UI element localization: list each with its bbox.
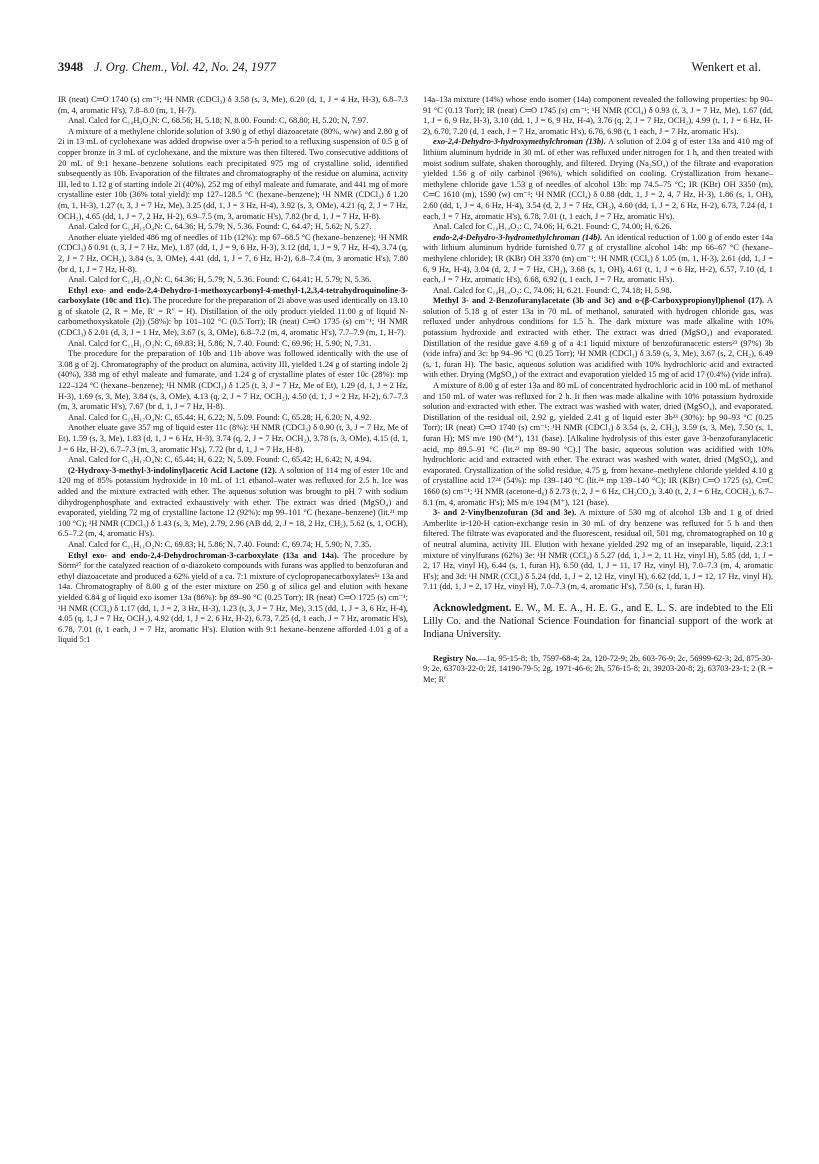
paragraph: Anal. Calcd for C₁₄H₁₅O₄N: C, 64.36; H, 5.79; N, 5.36. Found: C, 64.41; H, 5.79; N, 5.36. [68,275,372,285]
paragraph: Anal. Calcd for C₁₅H₁₇O₄N: C, 65.44; H, 6.22; N, 5.09. Found: C, 65.42; H, 6.42; N, 4.94. [68,455,372,465]
journal-citation: J. Org. Chem., Vol. 42, No. 24, 1977 [94,60,276,74]
paragraph: Another eluate gave 357 mg of liquid ester 11c (8%): ¹H NMR (CDCl₃) δ 0.90 (t, 3, J = 7 Hz, Me of Et), 1.59 (s, 3, Me), 1.83 (d, 1, J = 6 Hz, H-3), 3.74 (q, 2, J = 7 Hz, OCH₂), 3.78 (s, 3, OMe), 4.15 (d, 1, J = 6 Hz, H-2), 6.7–7.3 (m, 3, aromatic H's), 7.72 (br d, 1, J = 7 Hz, H-8). [58,423,408,454]
left-column [58,95,408,646]
section-heading: endo-2,4-Dehydro-3-hydromethylchroman (14b). [433,232,603,242]
paragraph: A mixture of 8.00 g of ester 13a and 80 mL of concentrated hydrochloric acid in 100 mL of methanol and 150 mL of water was refluxed for 2 h. It then was made alkaline with 10% potassium hydroxide solution and extracted with ether. The extract was washed with water, dried (MgSO₄), and evaporated. Distillation of the residual oil, 2.92 g, yielded 2.41 g of liquid ester 3b²³ (30%): bp 90–93 °C (0.25 Torr); IR (neat) C═O 1740 (s) cm⁻¹; ¹H NMR (CDCl₃) δ 3.54 (s, 2, CH₂), 3.59 (s, 3, Me), 7.50 (s, 1, furan H); MS m/e 190 (M⁺), 131 (base). [Alkaline hydrolysis of this ester gave 3-benzofuranylacetic acid, mp 89.5–91 °C (lit.²³ mp 89–90 °C).] The basic, aqueous solution was acidified with 10% hydrochloric acid and extracted with ether. The extract was washed with water, dried (MgSO₄), and evaporated. Crystallization of the solid residue, 4.75 g, from hexane–methylene chloride yielded 4.10 g of crystalline acid 17²⁴ (54%): mp 139–140 °C (lit.²⁴ mp 139–140 °C); IR (KBr) C═O 1725 (s), C═C 1660 (s) cm⁻¹; ¹H NMR (acetone-d₆) δ 2.73 (t, 2, J = 6 Hz, CH₂CO₂), 3.40 (t, 2, J = 6 Hz, COCH₂), 6.7–8.1 (m, 4, aromatic H's); MS m/e 194 (M⁺), 121 (base). [423,381,773,507]
section-body: A solution of 5.18 g of ester 13a in 70 mL of methanol, saturated with hydrogen chloride gas, was refluxed under anhydrous conditions for 1.5 h. The dark mixture was made alkaline with 10% potassium hydroxide and extracted with ether. The extract was dried (MgSO₄) and evaporated. Distillation of the residue gave 4.69 g of a 4:1 liquid mixture of benzofuranacetic esters²³ (97%) 3b (vide infra) and 3c: bp 94–96 °C (0.25 Torr); ¹H NMR (CDCl₃) δ 3.59 (s, 3, Me), 3.67 (s, 2, CH₂), 6.49 (s, 1, furan H). The basic, aqueous solution was acidified with 10% hydrochloric acid and extracted with ether. Drying (MgSO₄) of the extract and evaporation yielded 15 mg of acid 17 (0.4%) (vide infra). [423,296,773,380]
section-paragraph [423,508,773,593]
section-heading: Methyl 3- and 2-Benzofuranylacetate (3b and 3c) and o-(β-Carboxypropionyl)phenol (17). [433,296,765,306]
section-heading: (2-Hydroxy-3-methyl-3-indolinyl)acetic Acid Lactone (12). [68,465,277,475]
section-body: A mixture of 530 mg of alcohol 13b and 1 g of dried Amberlite ir-120-H cation-exchange resin in 30 mL of dry benzene was refluxed for 5 h and then filtered. The filtrate was evaporated and the fluorescent, residual oil, 501 mg, chromatographed on 10 g of neutral alumina, activity III. Elution with hexane yielded 292 mg of an inseparable, liquid, 2.3:1 mixture of vinylfurans (62%) 3e: ¹H NMR (CCl₄) δ 5.27 (dd, 1, J = 2, 11 Hz, vinyl H), 5.85 (dd, 1, J = 2, 17 Hz, vinyl H), 6.44 (s, 1, furan H), 6.50 (dd, 1, J = 11, 17 Hz, vinyl H), 7.0–7.3 (m, 4, aromatic H's); and 3d: ¹H NMR (CCl₄) δ 5.24 (dd, 1, J = 2, 12 Hz, vinyl H), 6.62 (dd, 1, J = 12, 17 Hz, vinyl H), 7.11 (dd, 1, J = 2, 17 Hz, vinyl H), 7.0–7.3 (m, 4, aromatic H's), 7.50 (s, 1, furan H). [423,508,773,592]
paragraph: IR (neat) C═O 1740 (s) cm⁻¹; ¹H NMR (CDCl₃) δ 3.58 (s, 3, Me), 6.20 (d, 1, J = 4 Hz, H-3), 6.8–7.3 (m, 4, aromatic H's), 7.8–8.0 (m, 1, H-7). [58,95,408,115]
paragraph: A mixture of a methylene chloride solution of 3.90 g of ethyl diazoacetate (80%, w/w) and 2.80 g of 2i in 13 mL of cyclohexane was added dropwise over a 5-h period to a refluxing suspension of 0.5 g of copper bronze in 3 mL of cyclohexane, and the mixture was then filtered. Two consecutive additions of 20 mL of 9:1 hexane–benzene solutions each precipitated 975 mg of crystalline solid, identified subsequently as 10b. Evaporation of the filtrates and chromatography of the residue on alumina, activity III, led to 1.12 g of starting indole 2i (40%), 252 mg of ethyl maleate and fumarate, and 441 mg of more crystalline ester 10b (36% total yield): mp 127–128.5 °C (hexane–benzene); ¹H NMR (CDCl₃) δ 1.20 (m, 1, H-3), 1.27 (t, 3, J = 7 Hz, Me), 3.25 (dd, 1, J = 3 Hz, H-4), 3.92 (s, 3, OMe), 4.21 (q, 2, J = 7 Hz, OCH₂), 4.65 (dd, 1, J = 7, 2 Hz, H-2), 6.9–7.5 (m, 3, aromatic H's), 7.82 (br d, 1, J = 7 Hz, H-8). [58,126,408,221]
section-heading: 3- and 2-Vinylbenzofuran (3d and 3e). [433,508,577,518]
paragraph: Anal. Calcd for C₁₀H₁₀O₂: C, 74.06; H, 6.21. Found: C, 74.00; H, 6.26. [433,222,672,232]
section-body: The procedure by Sörm²⁷ for the catalyzed reaction of α-diazoketo compounds with furans was applied to benzofuran and ethyl diazoacetate and produced a 62% yield of a ca. 7:1 mixture of cyclopropanecarboxylates⁵ᵃ 13a and 14a. Chromatography of 8.00 g of the ester mixture on 250 g of silica gel and elution with hexane yielded 6.84 g of liquid exo isomer 13a (86%): bp 89–90 °C (0.25 Torr); IR (neat) C═O 1725 (s) cm⁻¹; ¹H NMR (CCl₄) δ 1.17 (dd, 1, J = 2, 3 Hz, H-3), 1.23 (t, 3, J = 7 Hz, Me), 3.15 (dd, 1, J = 3, 6 Hz, H-4), 4.05 (q, 1, J = 7 Hz, OCH₂), 4.92 (dd, 1, J = 2, 6 Hz, H-2), 6.73, 7.25 (d, 1 each, J = 7 Hz, aromatic H's), 6.78, 7.01 (t, 1 each, J = 7 Hz, aromatic H's). Elution with 9:1 hexane–benzene afforded 1.01 g of a liquid 5:1 [58,550,408,645]
paragraph: Anal. Calcd for C₁₀H₉O₂N: C, 68.56; H, 5.18; N, 8.00. Found: C, 68.80; H, 5.20; N, 7.97. [68,116,369,126]
paragraph: 14a–13a mixture (14%) whose endo isomer (14a) component revealed the following properties: bp 90–91 °C (0.13 Torr); IR (neat) C═O 1745 (s) cm⁻¹; ¹H NMR (CCl₄) δ 0.93 (t, 3, J = 7 Hz, Me), 1.67 (dd, 1, J = 6, 9 Hz, H-3), 3.10 (dd, 1, J = 6, 9 Hz, H-4), 3.76 (q, 2, J = 7 Hz, OCH₂), 4.99 (t, 1, J = 6 Hz, H-2), 6.70, 7.20 (d, 1 each, J = 7 Hz, aromatic H's), 6.76, 6.98 (t, 1 each, J = 7 Hz, aromatic H's). [423,95,773,136]
acknowledgment [423,603,773,642]
paragraph: Anal. Calcd for C₁₅H₁₇O₄N: C, 65.44; H, 6.22; N, 5.09. Found: C, 65.28; H, 6.20; N, 4.92. [68,412,372,422]
right-column [423,95,773,685]
paragraph: The procedure for the preparation of 10b and 11b above was followed identically with the use of 3.08 g of 2j. Chromatography of the product on alumina, activity III, yielded 1.24 g of starting indole 2j (40%), 338 mg of ethyl maleate and fumarate, and 1.24 g of crystalline plates of ester 10c (28%): mp 122–124 °C (hexane–benzene); ¹H NMR (CDCl₃) δ 1.25 (t, 3, J = 7 Hz, Me of Et), 1.29 (d, 1, J = 2 Hz, H-3), 1.69 (s, 3, Me), 3.84 (s, 3, OMe), 4.13 (q, 2, J = 7 Hz, OCH₂), 4.50 (d, 1, J = 2 Hz, H-2), 6.7–7.3 (m, 3, aromatic H's), 7.67 (br d, 1, J = 7 Hz, H-8). [58,349,408,412]
section-body: A solution of 2.04 g of ester 13a and 410 mg of lithium aluminum hydride in 30 mL of ether was refluxed under nitrogen for 1 h, and then treated with moist sodium sulfate, shaken thoroughly, and filtered. Drying (Na₂SO₄) of the filtrate and evaporation yielded 1.56 g of oily carbinol (96%), which solidified on cooling. Crystallization from hexane–methylene chloride gave 1.53 g of needles of alcohol 13b: mp 74.5–75 °C; IR (KBr) OH 3350 (m), C═C 1610 (m), 1590 (w) cm⁻¹; ¹H NMR (CCl₄) δ 0.88 (ddt, 1, J = 2, 4, 7 Hz, H-3), 1.86 (s, 1, OH), 2.60 (dd, 1, J = 4, 6 Hz, H-4), 3.54 (d, 2, J = 7 Hz, CH₂), 4.60 (dd, 1, J = 2, 6 Hz, H-2), 6.73, 7.24 (d, 1 each, J = 7 Hz, aromatic H's), 6.78, 7.01 (t, 1 each, J = 7 Hz, aromatic H's). [423,137,773,221]
registry-heading: Registry No. [433,653,478,663]
section-body: A solution of 114 mg of ester 10c and 120 mg of 85% potassium hydroxide in 10 mL of 1:1 ethanol–water was refluxed for 2.5 h. Ice was added and the mixture extracted with ether. The aqueous solution was brought to pH 7 with sodium dihydrogenphosphate and extracted exhaustively with ether. The extract was dried (MgSO₄) and evaporated, yielding 72 mg of crystalline lactone 12 (92%): mp 99–101 °C (hexane–benzene) (lit.²¹ mp 100 °C); ¹H NMR (CDCl₃) δ 1.43 (s, 3, Me), 2.79, 2.96 (AB dd, 2, J = 18, 2 Hz, CH₂), 5.62 (s, 1, OCH), 6.5–7.2 (m, 4, aromatic H's). [58,465,409,539]
paragraph: Anal. Calcd for C₁₁H₁₁O₂N: C, 69.83; H, 5.86; N, 7.40. Found: C, 69.96; H, 5.90; N, 7.31. [68,338,372,348]
acknowledgment-body: E. W., M. E. A., H. E. G., and E. L. S. are indebted to the Eli Lilly Co. and the National Science Foundation for financial support of the work at Indiana University. [423,602,773,640]
section-heading: exo-2,4-Dehydro-3-hydroxymethylchroman (13b). [433,137,606,147]
section-paragraph [58,286,408,339]
registry-numbers [423,654,773,686]
paragraph: Anal. Calcd for C₁₀H₁₀O₂: C, 74.06; H, 6.21. Found: C, 74.18; H, 5.98. [433,285,672,295]
section-paragraph [58,551,408,646]
section-paragraph [423,137,773,222]
paragraph: Another eluate yielded 486 mg of needles of 11b (12%): mp 67–68.5 °C (hexane–benzene); ¹H NMR (CDCl₃) δ 0.91 (t, 3, J = 7 Hz, Me), 1.87 (dd, 1, J = 9, 6 Hz, H-3), 3.12 (dd, 1, J = 9, 7 Hz, H-4), 3.74 (q, 2, J = 7 Hz, OCH₂), 3.84 (s, 3, OMe), 4.41 (dd, 1, J = 7, 6 Hz, H-2), 6.8–7.4 (m, 3 aromatic H's), 7.80 (br d, 1, J = 7 Hz, H-8). [58,232,408,274]
section-body: The procedure for the preparation of 2i above was used identically on 13.10 g of skatole (2, R = Me, R′ = R″ = H). Distillation of the oily product yielded 11.00 g of liquid N-carbomethoxyskatole (2j) (58%): bp 101–102 °C (0.5 Torr); IR (neat) C═O 1735 (s) cm⁻¹; ¹H NMR (CDCl₃) δ 2.01 (d, 3, J = 1 Hz, Me), 3.67 (s, 3, OMe), 6.8–7.2 (m, 4, aromatic H's), 7.7–7.9 (m, 1, H-7). [58,296,408,338]
section-body: An identical reduction of 1.00 g of endo ester 14a with lithium aluminum hydride furnished 0.77 g of crystalline alcohol 14b: mp 66–67 °C (hexane–methylene chloride); IR (KBr) OH 3370 (m) cm⁻¹; ¹H NMR (CCl₄) δ 1.05 (m, 1, H-3), 2.61 (dd, 1, J = 6, 9 Hz, H-4), 3.04 (d, 2, J = 7 Hz, CH₂), 3.68 (s, 1, OH), 4.61 (t, 1, J = 6 Hz, H-2), 6.57, 7.10 (d, 1 each, J = 7 Hz, aromatic H's), 6.68, 6.92 (t, 1 each, J = 7 Hz, aromatic H's). [423,232,773,285]
section-paragraph [423,233,773,286]
registry-body: —1a, 95-15-8; 1b, 7597-68-4; 2a, 120-72-9; 2b, 603-76-9; 2c, 56999-62-3; 2d, 875-30-9; 2e, 63703-22-0; 2f, 14190-79-5; 2g, 1971-46-6; 2h, 576-15-8; 2i, 39203-20-8; 2j, 63703-23-1; 2 (R = Me; R′ [423,653,773,684]
paragraph: Anal. Calcd for C₁₁H₁₁O₂N: C, 69.83; H, 5.86; N, 7.40. Found: C, 69.74; H, 5.90; N, 7.35. [68,539,372,549]
running-authors: Wenkert et al. [691,60,761,74]
paragraph: Anal. Calcd for C₁₄H₁₅O₄N: C, 64.36; H, 5.79; N, 5.36. Found: C, 64.47; H, 5.62; N, 5.27. [68,222,372,232]
section-heading: Ethyl exo- and endo-2,4-Dehydro-1-methoxycarbonyl-4-methyl-1,2,3,4-tetrahydroquinoline-3-carboxylate (10c and 11c). [58,285,408,306]
section-paragraph [58,466,408,540]
page-header [58,60,761,80]
page-number: 3948 [58,60,83,74]
acknowledgment-heading: Acknowledgment. [433,602,512,614]
section-heading: Ethyl exo- and endo-2,4-Dehydrochroman-3-carboxylate (13a and 14a). [68,550,339,560]
section-paragraph [423,296,773,381]
